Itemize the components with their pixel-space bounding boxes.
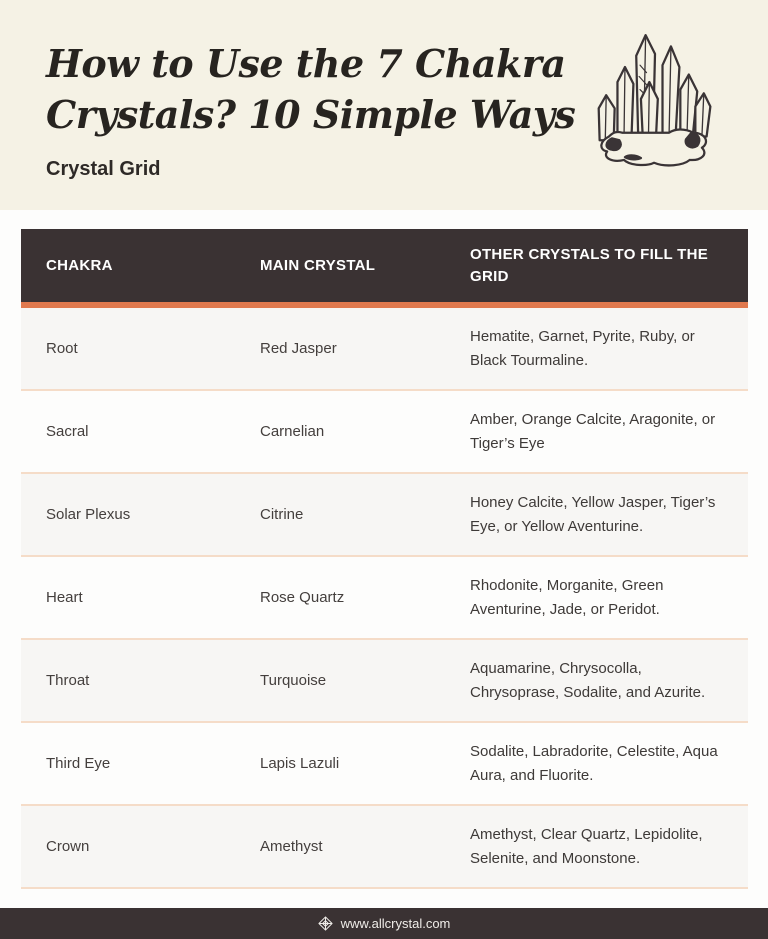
crystal-grid-table — [21, 229, 748, 889]
other-crystals-cell: Rhodonite, Morganite, Green Aventurine, Jade, or Peridot. — [470, 576, 664, 618]
table-row — [21, 474, 748, 557]
main-crystal-cell: Amethyst — [260, 838, 323, 855]
main-crystal-cell: Turquoise — [260, 672, 327, 689]
table-row — [21, 806, 748, 889]
page-subtitle: Crystal Grid — [46, 158, 161, 180]
main-crystal-cell: Carnelian — [260, 423, 325, 440]
other-crystals-cell: Amethyst, Clear Quartz, Lepidolite, Selenite, and Moonstone. — [470, 825, 703, 867]
column-header-other-crystals: OTHER CRYSTALS TO FILL THE GRID — [470, 245, 709, 285]
crystal-gem-icon — [318, 916, 333, 931]
table-row — [21, 723, 748, 806]
chakra-cell: Sacral — [46, 423, 89, 440]
main-crystal-cell: Red Jasper — [260, 340, 337, 357]
table-row — [21, 391, 748, 474]
chakra-cell: Root — [46, 340, 78, 357]
footer-bar — [0, 908, 768, 939]
page-title-line1: How to Use the 7 Chakra — [46, 41, 566, 86]
chakra-cell: Crown — [46, 838, 90, 855]
table-row — [21, 640, 748, 723]
main-crystal-cell: Citrine — [260, 506, 304, 523]
chakra-cell: Third Eye — [46, 755, 111, 772]
footer-url: www.allcrystal.com — [340, 916, 451, 931]
page-title-line2: Crystals? 10 Simple Ways — [46, 92, 576, 137]
crystal-cluster-illustration — [594, 24, 716, 172]
chakra-cell: Heart — [46, 589, 83, 606]
other-crystals-cell: Sodalite, Labradorite, Celestite, Aqua Aura, and Fluorite. — [470, 742, 718, 784]
main-crystal-cell: Lapis Lazuli — [260, 755, 340, 772]
other-crystals-cell: Honey Calcite, Yellow Jasper, Tiger’s Eye, or Yellow Aventurine. — [470, 493, 716, 535]
other-crystals-cell: Aquamarine, Chrysocolla, Chrysoprase, Sodalite, and Azurite. — [470, 659, 706, 701]
chakra-cell: Throat — [46, 672, 90, 689]
table-row — [21, 308, 748, 391]
other-crystals-cell: Amber, Orange Calcite, Aragonite, or Tiger’s Eye — [470, 410, 716, 452]
main-crystal-cell: Rose Quartz — [260, 589, 345, 606]
table-row — [21, 557, 748, 640]
table-header-row — [21, 229, 748, 308]
column-header-main-crystal: MAIN CRYSTAL — [260, 257, 376, 274]
column-header-chakra: CHAKRA — [46, 257, 113, 274]
other-crystals-cell: Hematite, Garnet, Pyrite, Ruby, or Black Tourmaline. — [470, 327, 695, 369]
hero-header — [0, 0, 768, 210]
table-body — [21, 308, 748, 889]
chakra-cell: Solar Plexus — [46, 506, 131, 523]
spacer — [0, 210, 768, 229]
